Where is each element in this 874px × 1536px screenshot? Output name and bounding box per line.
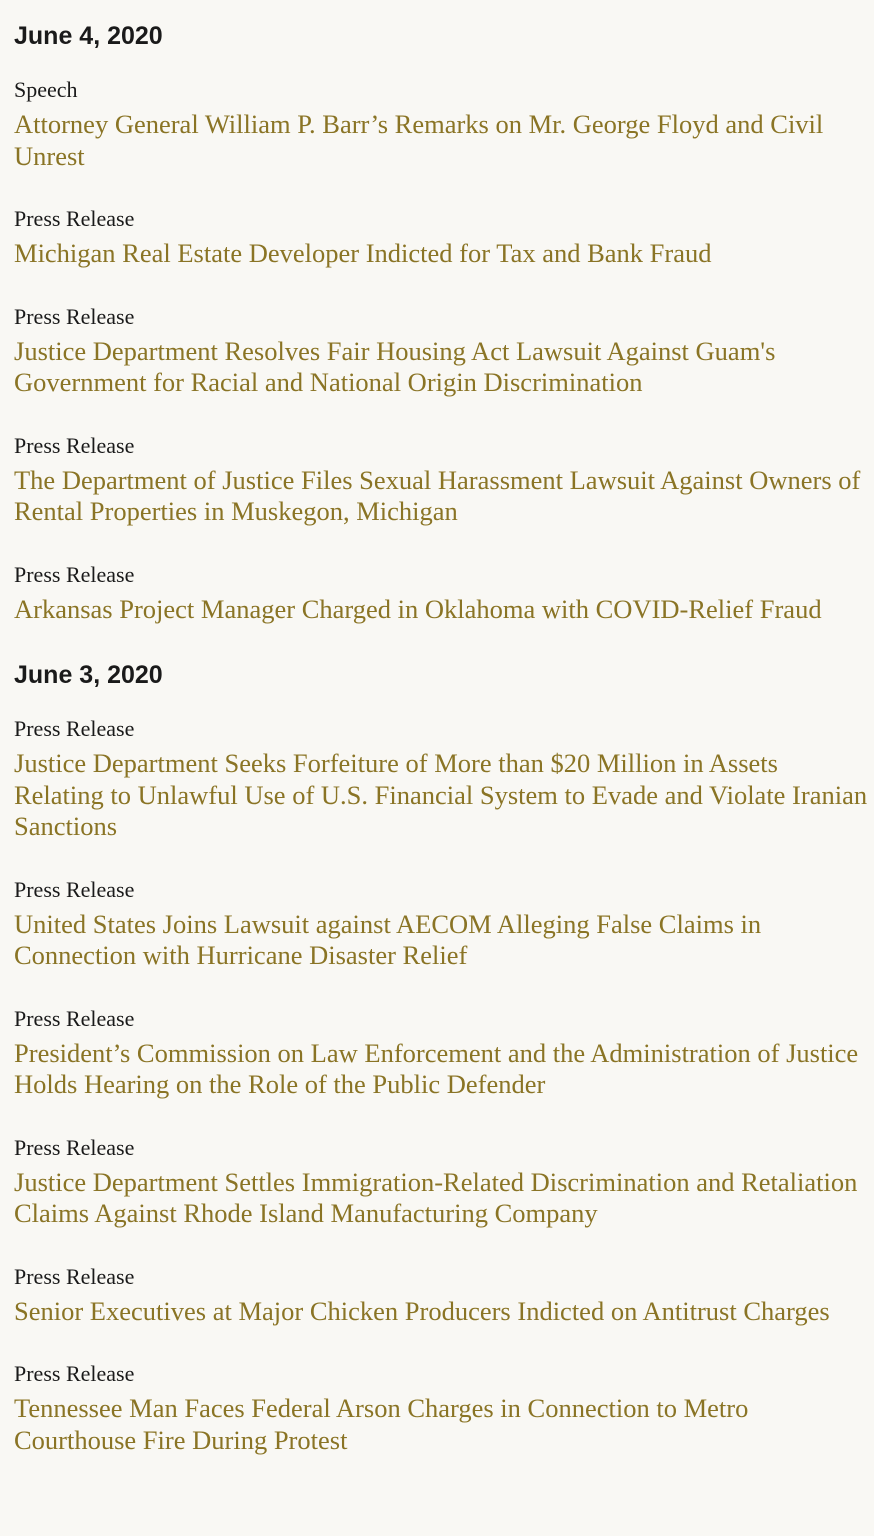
item-type-label: Press Release <box>14 561 135 587</box>
date-group <box>14 20 874 625</box>
item-title-link[interactable]: United States Joins Lawsuit against AECOM Alleging False Claims in Connection with Hurricane Disaster Relief <box>14 908 762 970</box>
date-heading: June 3, 2020 <box>14 661 163 689</box>
date-heading: June 4, 2020 <box>14 22 163 50</box>
item-type-label: Press Release <box>14 716 135 741</box>
item-title-link[interactable]: The Department of Justice Files Sexual Harassment Lawsuit Against Owners of Rental Properties in Muskegon, Michigan <box>14 464 861 526</box>
item-type-label: Press Release <box>14 1263 135 1289</box>
date-group <box>14 659 874 1456</box>
list-item <box>14 1360 874 1456</box>
item-type-label: Press Release <box>14 303 135 329</box>
item-type-label: Press Release <box>14 432 135 458</box>
list-item <box>14 561 874 626</box>
item-type-label: Press Release <box>14 1134 135 1160</box>
item-title-link[interactable]: Justice Department Settles Immigration-Related Discrimination and Retaliation Claims Against Rhode Island Manufacturing Company <box>14 1166 858 1228</box>
list-item <box>14 1263 874 1328</box>
list-item <box>14 303 874 399</box>
item-title-link[interactable]: Attorney General William P. Barr’s Remarks on Mr. George Floyd and Civil Unrest <box>14 109 824 171</box>
item-title-link[interactable]: Tennessee Man Faces Federal Arson Charges in Connection to Metro Courthouse Fire During Protest <box>14 1393 749 1455</box>
item-type-label: Speech <box>14 77 78 102</box>
list-item <box>14 76 874 172</box>
item-title-link[interactable]: President’s Commission on Law Enforcement and the Administration of Justice Holds Hearing on the Role of the Public Defender <box>14 1037 859 1099</box>
list-item <box>14 876 874 972</box>
list-item <box>14 1134 874 1230</box>
list-item <box>14 715 874 843</box>
list-item <box>14 432 874 528</box>
item-title-link[interactable]: Senior Executives at Major Chicken Producers Indicted on Antitrust Charges <box>14 1295 830 1326</box>
news-feed <box>14 20 874 1456</box>
list-item <box>14 205 874 270</box>
item-title-link[interactable]: Michigan Real Estate Developer Indicted for Tax and Bank Fraud <box>14 238 712 268</box>
item-title-link[interactable]: Justice Department Resolves Fair Housing Act Lawsuit Against Guam's Government for Racial and National Origin Discrimination <box>14 335 776 397</box>
item-type-label: Press Release <box>14 1361 135 1386</box>
list-item <box>14 1005 874 1101</box>
item-type-label: Press Release <box>14 206 135 231</box>
item-type-label: Press Release <box>14 1005 135 1031</box>
item-title-link[interactable]: Arkansas Project Manager Charged in Oklahoma with COVID-Relief Fraud <box>14 593 822 624</box>
item-type-label: Press Release <box>14 876 135 902</box>
item-title-link[interactable]: Justice Department Seeks Forfeiture of More than $20 Million in Assets Relating to Unlawful Use of U.S. Financial System to Evade and Violate Iranian Sanctions <box>14 748 868 841</box>
